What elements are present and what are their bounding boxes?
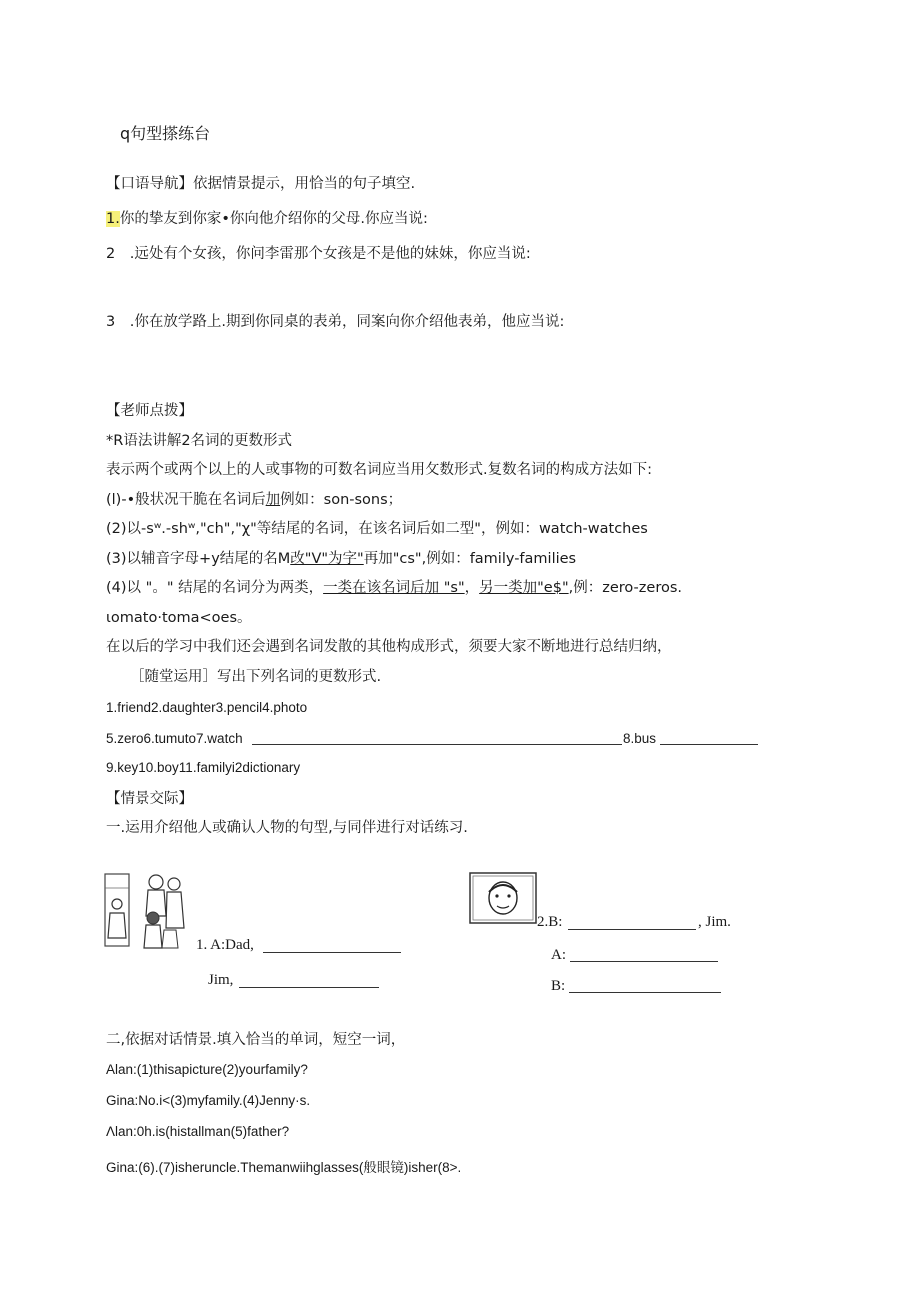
scene-title: 【情景交际】	[106, 791, 193, 807]
rule-text: (3)以辅音字母+y结尾的名M	[106, 551, 291, 567]
family-illustration	[104, 868, 190, 950]
fig2-line-3: B:	[551, 978, 566, 994]
dialogue-line: Gina:No.i<(3)myfamily.(4)Jenny·s.	[106, 1093, 311, 1108]
rule-underlined: 改"V"为字"	[290, 551, 364, 567]
rule-4	[106, 580, 682, 597]
grammar-subtitle: *R语法讲解2名词的更数形式	[106, 433, 293, 449]
scene-part-2: 二,依据对话情景.填入恰当的单词，短空一词，	[106, 1032, 406, 1048]
rule-text: (l)-•般状况干脆在名词后	[106, 492, 266, 508]
section-heading: q句型搽练台	[120, 124, 211, 143]
practice-title: ［随堂运用］写出下列名词的更数形式.	[130, 669, 382, 685]
rule-1	[106, 492, 402, 509]
answer-blank[interactable]	[569, 992, 721, 993]
oral-title: 【口语导航】依据情景提示，用恰当的句子填空.	[106, 176, 416, 192]
practice-line-2-end: 8.bus	[623, 731, 657, 746]
rule-example: 再加"cs",例如：family-families	[363, 551, 577, 567]
rule-example: 例如：son-sons；	[280, 492, 403, 508]
answer-blank[interactable]	[570, 961, 718, 962]
scene-part-1: 一.运用介绍他人或确认人物的句型,与同伴进行对话练习.	[106, 820, 468, 836]
answer-blank[interactable]	[252, 744, 622, 745]
answer-blank[interactable]	[660, 744, 758, 745]
oral-question-1	[106, 211, 428, 228]
question-number-highlight: 1.	[106, 211, 120, 227]
grammar-intro: 表示两个或两个以上的人或事物的可数名词应当用攵数形式.复数名词的构成方法如下:	[106, 462, 652, 478]
practice-line-3: 9.key10.boy11.familyi2dictionary	[106, 760, 301, 775]
fig1-line-1: 1. A:Dad,	[196, 937, 254, 953]
fig2-line-2: A:	[551, 947, 566, 963]
rule-underlined: 另一类加"e$"	[479, 580, 569, 596]
dialogue-line: Gina:(6).(7)isheruncle.Themanwiihglasses(般眼镜)isher(8>.	[106, 1160, 462, 1175]
rule-text: (4)以 "。" 结尾的名词分为两类，	[106, 580, 324, 596]
portrait-illustration	[469, 872, 537, 924]
practice-words: 5.zero6.tumuto7.watch	[106, 731, 243, 746]
rule-underlined: 加	[265, 492, 281, 508]
grammar-summary: 在以后的学习中我们还会遇到名词发散的其他构成形式，须要大家不断地进行总结归纳，	[106, 639, 672, 655]
teacher-title: 【老师点拨】	[106, 403, 193, 419]
rule-2: (2)以-sʷ.-shʷ,"ch","χ"等结尾的名词，在该名词后如二型"，例如：watch-watches	[106, 521, 648, 537]
answer-blank[interactable]	[263, 952, 401, 953]
fig2-line-1-end: , Jim.	[698, 914, 731, 930]
fig1-line-2: Jim,	[208, 972, 234, 988]
oral-question-2: 2 .远处有个女孩，你问李雷那个女孩是不是他的妹妹，你应当说:	[106, 246, 531, 262]
practice-line-1: 1.friend2.daughter3.pencil4.photo	[106, 700, 308, 715]
practice-line-2	[106, 731, 243, 747]
answer-blank[interactable]	[239, 987, 379, 988]
question-text: 你的挚友到你家•你向他介绍你的父母.你应当说:	[119, 211, 428, 227]
fig2-line-1: 2.B:	[537, 914, 563, 930]
rule-4-continued: ιomato·toma<oes。	[106, 610, 252, 626]
dialogue-line: Λlan:0h.is(histallman(5)father?	[106, 1124, 290, 1139]
answer-blank[interactable]	[568, 929, 696, 930]
rule-example: ,例：zero-zeros.	[568, 580, 682, 596]
rule-3	[106, 551, 576, 568]
dialogue-line: Alan:(1)thisapicture(2)yourfamily?	[106, 1062, 308, 1077]
oral-question-3: 3 .你在放学路上.期到你同桌的表弟，同案向你介绍他表弟，他应当说:	[106, 314, 565, 330]
rule-underlined: 一类在该名词后加 "s"	[323, 580, 465, 596]
rule-text: ，	[464, 580, 480, 596]
